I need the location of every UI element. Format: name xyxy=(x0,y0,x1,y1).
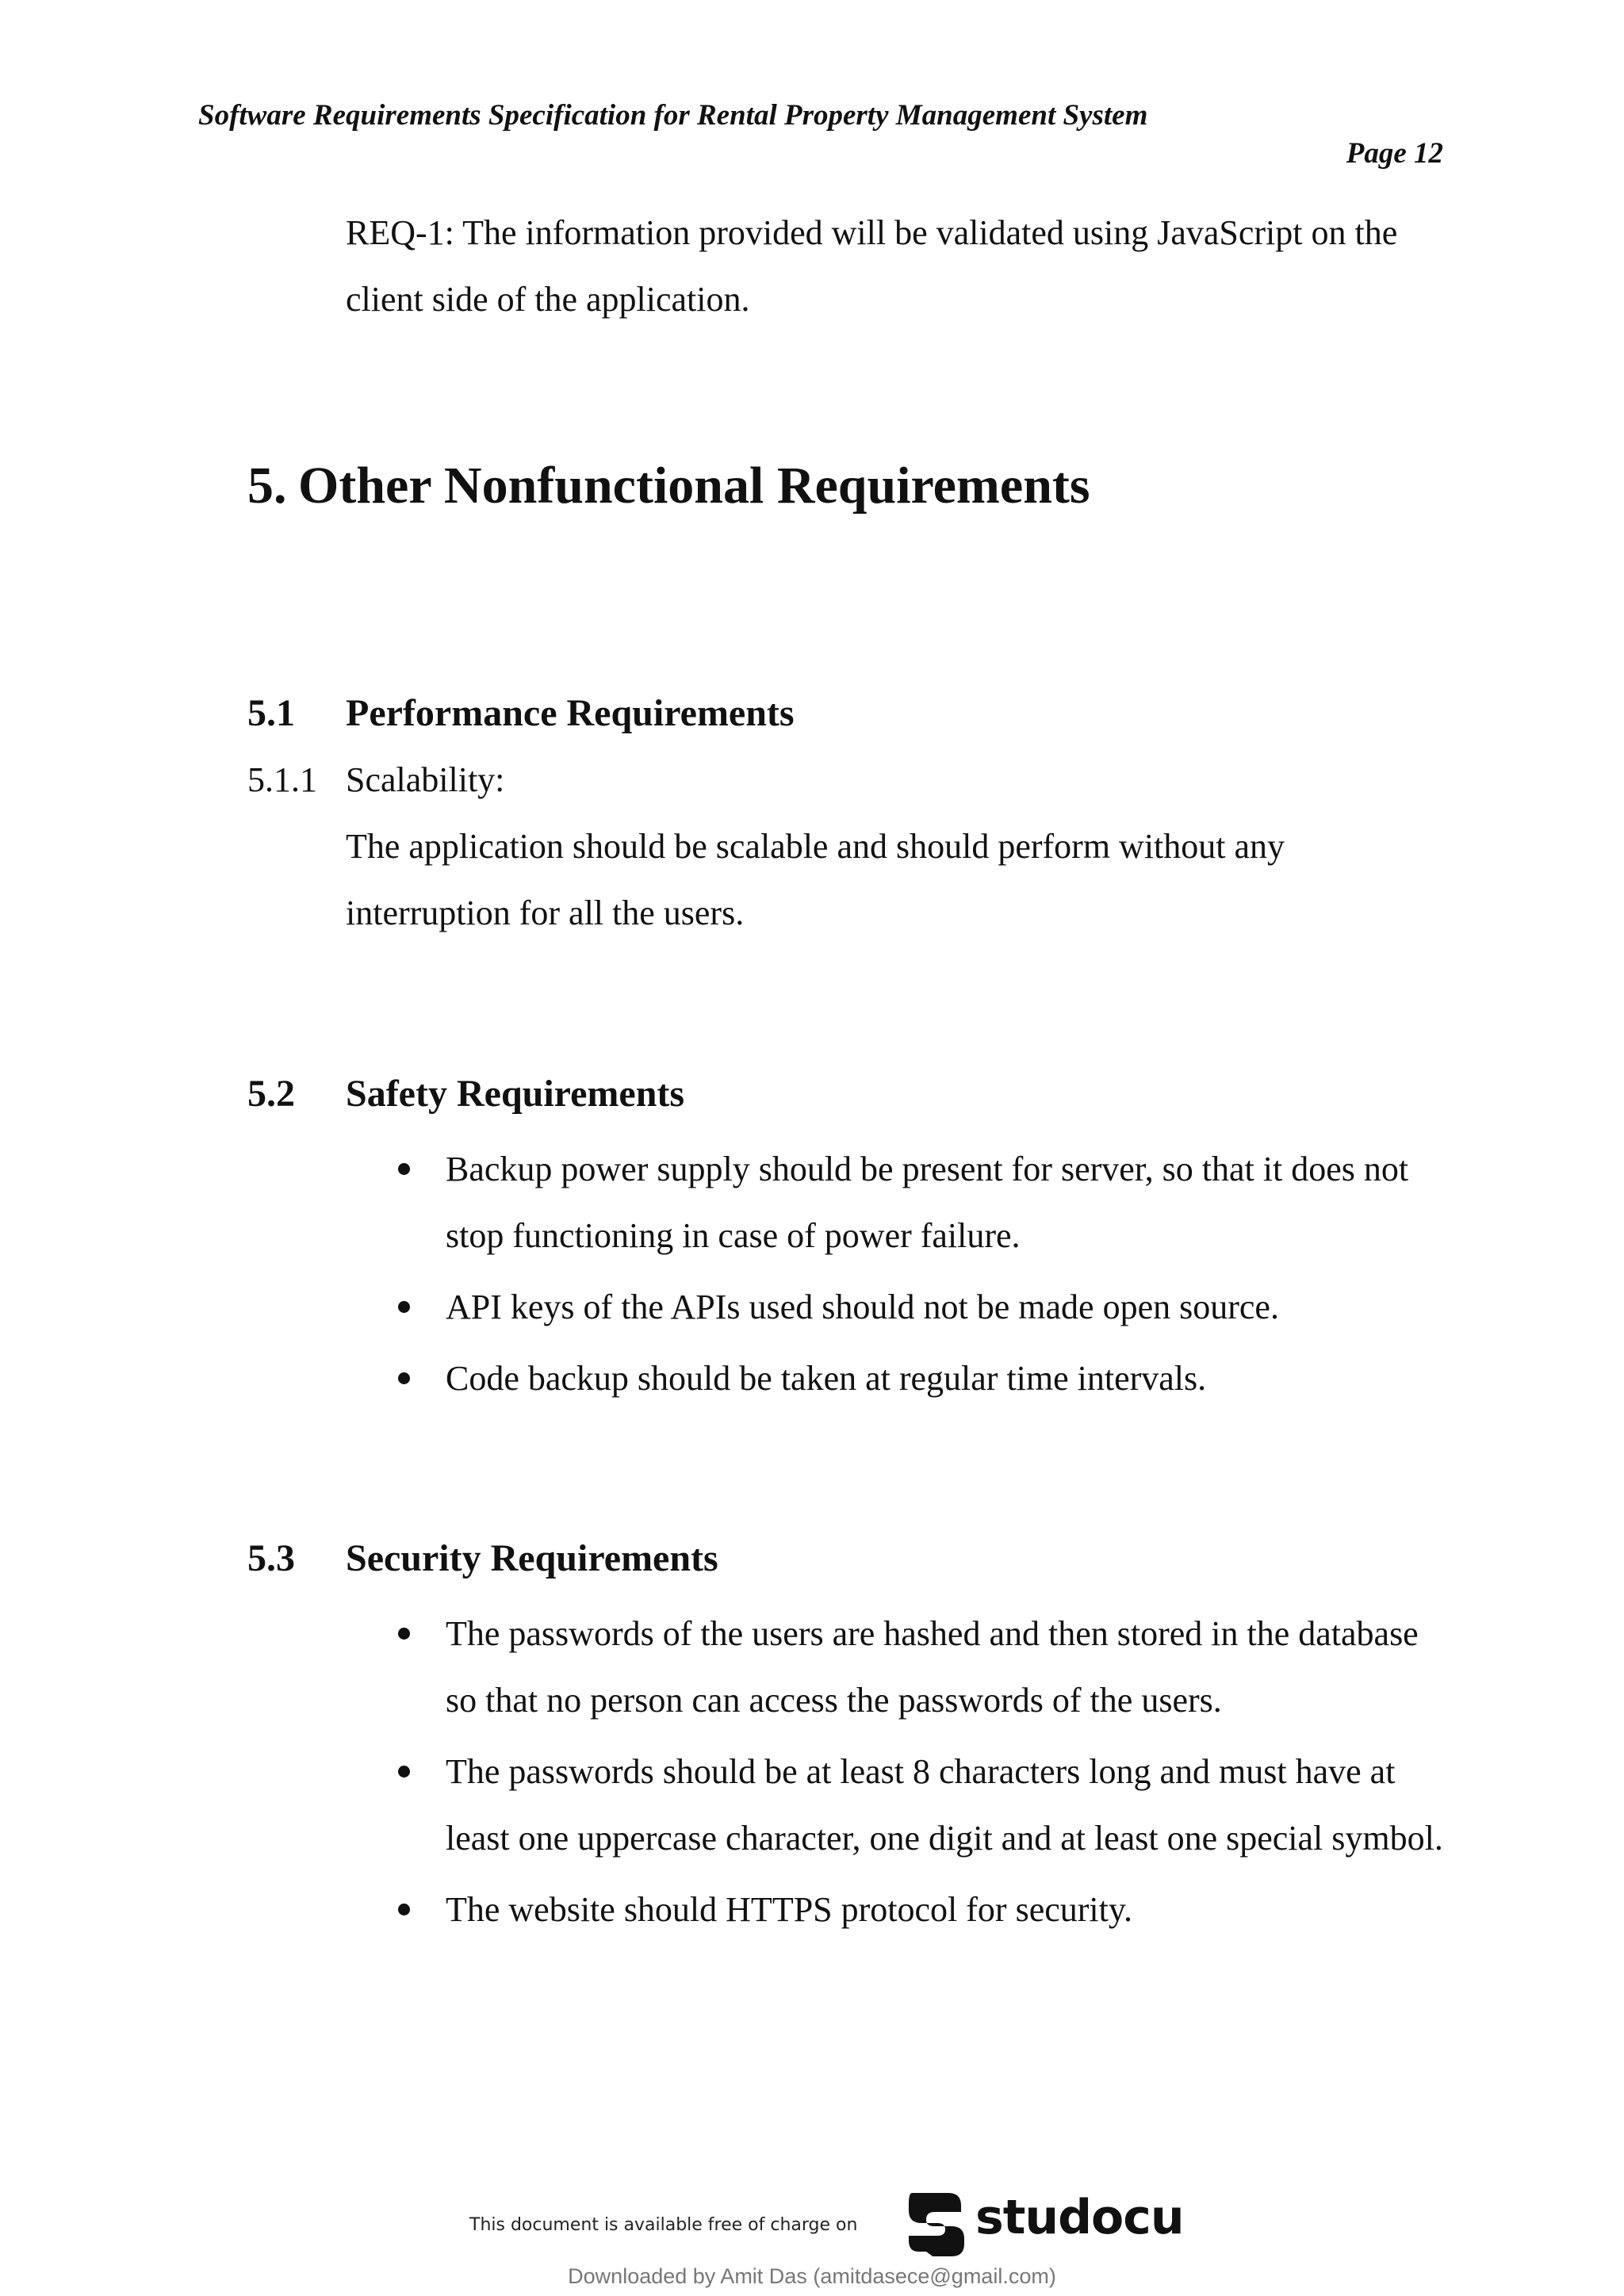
list-item-text: API keys of the APIs used should not be made open source. xyxy=(446,1288,1279,1326)
section-5-1-number: 5.1 xyxy=(247,692,295,734)
section-5-3-title: Security Requirements xyxy=(346,1537,718,1579)
bullet-icon xyxy=(398,1301,410,1313)
list-item-text: Backup power supply should be present for server, so that it does not stop functioning in case of power failure. xyxy=(446,1150,1409,1255)
req-1-paragraph: REQ-1: The information provided will be validated using JavaScript on the client side of the application. xyxy=(346,213,1398,319)
list-item-text: The passwords should be at least 8 characters long and must have at least one uppercase character, one digit and at least one special symbol. xyxy=(446,1752,1443,1858)
list-item-text: The website should HTTPS protocol for security. xyxy=(446,1890,1132,1929)
subsection-5-1-1-number: 5.1.1 xyxy=(247,760,317,799)
list-item xyxy=(346,1136,1456,1269)
section-5-3-heading xyxy=(247,1525,718,1592)
list-item xyxy=(346,1601,1456,1734)
list-item xyxy=(346,1274,1456,1341)
list-item-text: Code backup should be taken at regular time intervals. xyxy=(446,1359,1207,1398)
section-5-3-number: 5.3 xyxy=(247,1537,295,1579)
document-title: Software Requirements Specification for Rental Property Management System xyxy=(198,99,1148,132)
section-5-1-title: Performance Requirements xyxy=(346,692,795,734)
section-5-1-heading xyxy=(247,680,795,747)
studocu-logo-icon xyxy=(902,2188,969,2260)
page-footer xyxy=(0,2188,1624,2288)
section-5-2-heading xyxy=(247,1061,684,1127)
safety-requirements-list xyxy=(346,1136,1456,1417)
section-5-2-number: 5.2 xyxy=(247,1073,295,1115)
page-number: Page 12 xyxy=(1346,137,1443,170)
section-5-heading xyxy=(247,450,1090,522)
studocu-logo-text: studocu xyxy=(975,2190,1184,2245)
downloaded-by-notice: Downloaded by Amit Das (amitdasece@gmail.com) xyxy=(568,2264,1056,2288)
bullet-icon xyxy=(398,1372,410,1384)
bullet-icon xyxy=(398,1628,410,1640)
section-5-2-title: Safety Requirements xyxy=(346,1073,685,1115)
section-5-title: Other Nonfunctional Requirements xyxy=(298,457,1090,515)
scalability-paragraph: The application should be scalable and should perform without any interruption for all the users. xyxy=(346,827,1285,932)
subsection-5-1-1-title: Scalability: xyxy=(346,760,505,799)
list-item xyxy=(346,1345,1456,1412)
list-item-text: The passwords of the users are hashed and then stored in the database so that no person can access the passwords of the users. xyxy=(446,1614,1419,1720)
availability-notice: This document is available free of charge on xyxy=(469,2215,858,2235)
subsection-5-1-1-heading xyxy=(247,747,504,813)
section-5-number: 5. xyxy=(247,457,287,515)
bullet-icon xyxy=(398,1904,410,1915)
bullet-icon xyxy=(398,1163,410,1175)
list-item xyxy=(346,1739,1456,1872)
page-header xyxy=(198,97,1443,170)
security-requirements-list xyxy=(346,1601,1456,1948)
list-item xyxy=(346,1877,1456,1943)
bullet-icon xyxy=(398,1766,410,1777)
